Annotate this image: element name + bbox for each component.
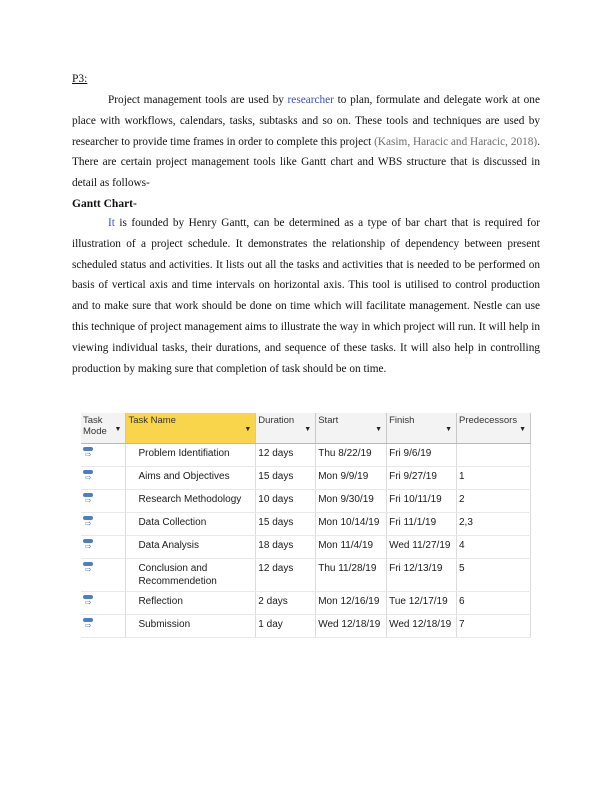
start-cell[interactable]: Thu 8/22/19	[316, 444, 387, 467]
finish-cell[interactable]: Tue 12/17/19	[387, 592, 457, 615]
finish-cell[interactable]: Fri 11/1/19	[387, 513, 457, 536]
task-mode-cell[interactable]	[81, 615, 126, 638]
duration-cell[interactable]: 12 days	[256, 444, 316, 467]
task-name-cell[interactable]: Data Analysis	[126, 536, 256, 559]
finish-cell[interactable]: Wed 12/18/19	[387, 615, 457, 638]
task-name-cell[interactable]: Problem Identifiation	[126, 444, 256, 467]
dropdown-icon[interactable]: ▼	[244, 426, 252, 433]
task-name-cell[interactable]: Research Methodology	[126, 490, 256, 513]
researcher-link[interactable]: researcher	[287, 94, 334, 106]
document-page	[72, 72, 540, 379]
table-row[interactable]	[81, 592, 531, 615]
col-task-name[interactable]: Task Name ▼	[126, 413, 256, 444]
predecessors-cell[interactable]: 4	[457, 536, 531, 559]
col-predecessors[interactable]: Predecessors ▼	[457, 413, 531, 444]
duration-cell[interactable]: 10 days	[256, 490, 316, 513]
finish-cell[interactable]: Fri 9/27/19	[387, 467, 457, 490]
start-cell[interactable]: Mon 9/9/19	[316, 467, 387, 490]
finish-cell[interactable]: Fri 9/6/19	[387, 444, 457, 467]
auto-scheduled-icon: ⇨	[83, 447, 95, 459]
task-name-cell[interactable]: Data Collection	[126, 513, 256, 536]
auto-scheduled-icon: ⇨	[83, 562, 95, 574]
dropdown-icon[interactable]: ▼	[519, 426, 526, 433]
table-header-row	[81, 413, 531, 444]
it-link[interactable]: It	[108, 216, 115, 229]
task-mode-cell[interactable]	[81, 467, 126, 490]
task-mode-cell[interactable]	[81, 444, 126, 467]
dropdown-icon[interactable]: ▼	[114, 426, 122, 433]
duration-cell[interactable]: 18 days	[256, 536, 316, 559]
gantt-paragraph	[72, 213, 540, 379]
task-name-cell[interactable]: Conclusion and Recommendetion	[126, 559, 256, 592]
table-row[interactable]	[81, 513, 531, 536]
dropdown-icon[interactable]: ▼	[304, 426, 312, 433]
intro-text-2: to plan, formulate and delegate work at one place with workflows, calendars, tasks, subtasks and so on. These tools and techniques are used by researcher to provide time frames in order to complete this project	[72, 94, 540, 148]
table-row[interactable]	[81, 559, 531, 592]
auto-scheduled-icon: ⇨	[83, 493, 95, 505]
start-cell[interactable]: Mon 12/16/19	[316, 592, 387, 615]
start-cell[interactable]: Mon 9/30/19	[316, 490, 387, 513]
col-task-mode[interactable]: Task Mode ▼	[81, 413, 126, 444]
gantt-text: is founded by Henry Gantt, can be determined as a type of bar chart that is required for illustration of a project schedule. It demonstrates the relationship of dependency between present scheduled status and activities. It lists out all the tasks and activities that is needed to be performed on basis of vertical axis and time intervals on horizontal axis. This tool is utilised to control production and to make sure that work should be done on time which will facilitate management. Nestle can use this technique of project management aims to illustrate the way in which project will run. It will help in viewing individual tasks, their durations, and sequence of these tasks. It will also help in controlling production by making sure that completion of task should be on time.	[72, 216, 540, 375]
duration-cell[interactable]: 12 days	[256, 559, 316, 592]
task-name-cell[interactable]: Submission	[126, 615, 256, 638]
table-row[interactable]	[81, 615, 531, 638]
start-cell[interactable]: Mon 11/4/19	[316, 536, 387, 559]
intro-paragraph	[72, 90, 540, 194]
col-finish[interactable]: Finish ▼	[387, 413, 457, 444]
section-label: P3:	[72, 73, 88, 85]
gantt-table-image	[81, 413, 531, 638]
task-name-cell[interactable]: Reflection	[126, 592, 256, 615]
predecessors-cell[interactable]: 2,3	[457, 513, 531, 536]
task-mode-cell[interactable]	[81, 490, 126, 513]
auto-scheduled-icon: ⇨	[83, 618, 95, 630]
gantt-heading: Gantt Chart-	[72, 197, 137, 210]
predecessors-cell[interactable]: 2	[457, 490, 531, 513]
start-cell[interactable]: Wed 12/18/19	[316, 615, 387, 638]
citation: (Kasim, Haracic and Haracic, 2018)	[374, 135, 538, 148]
table-row[interactable]	[81, 444, 531, 467]
start-cell[interactable]: Mon 10/14/19	[316, 513, 387, 536]
task-mode-cell[interactable]	[81, 536, 126, 559]
finish-cell[interactable]: Wed 11/27/19	[387, 536, 457, 559]
task-mode-cell[interactable]	[81, 592, 126, 615]
table-row[interactable]	[81, 490, 531, 513]
duration-cell[interactable]: 1 day	[256, 615, 316, 638]
duration-cell[interactable]: 2 days	[256, 592, 316, 615]
task-mode-cell[interactable]	[81, 513, 126, 536]
table-row[interactable]	[81, 536, 531, 559]
auto-scheduled-icon: ⇨	[83, 595, 95, 607]
duration-cell[interactable]: 15 days	[256, 467, 316, 490]
dropdown-icon[interactable]: ▼	[375, 426, 383, 433]
col-duration[interactable]: Duration ▼	[256, 413, 316, 444]
task-mode-cell[interactable]	[81, 559, 126, 592]
predecessors-cell[interactable]: 5	[457, 559, 531, 592]
predecessors-cell[interactable]: 1	[457, 467, 531, 490]
task-name-cell[interactable]: Aims and Objectives	[126, 467, 256, 490]
finish-cell[interactable]: Fri 12/13/19	[387, 559, 457, 592]
auto-scheduled-icon: ⇨	[83, 470, 95, 482]
auto-scheduled-icon: ⇨	[83, 539, 95, 551]
finish-cell[interactable]: Fri 10/11/19	[387, 490, 457, 513]
col-start[interactable]: Start ▼	[316, 413, 387, 444]
gantt-table	[81, 413, 531, 638]
intro-text-3: . There are certain project management tools like Gantt chart and WBS structure that is discussed in detail as follows-	[72, 135, 541, 190]
predecessors-cell[interactable]	[457, 444, 531, 467]
intro-text-1: Project management tools are used by	[108, 94, 288, 106]
predecessors-cell[interactable]: 7	[457, 615, 531, 638]
dropdown-icon[interactable]: ▼	[445, 426, 452, 433]
duration-cell[interactable]: 15 days	[256, 513, 316, 536]
table-row[interactable]	[81, 467, 531, 490]
predecessors-cell[interactable]: 6	[457, 592, 531, 615]
auto-scheduled-icon: ⇨	[83, 516, 95, 528]
start-cell[interactable]: Thu 11/28/19	[316, 559, 387, 592]
